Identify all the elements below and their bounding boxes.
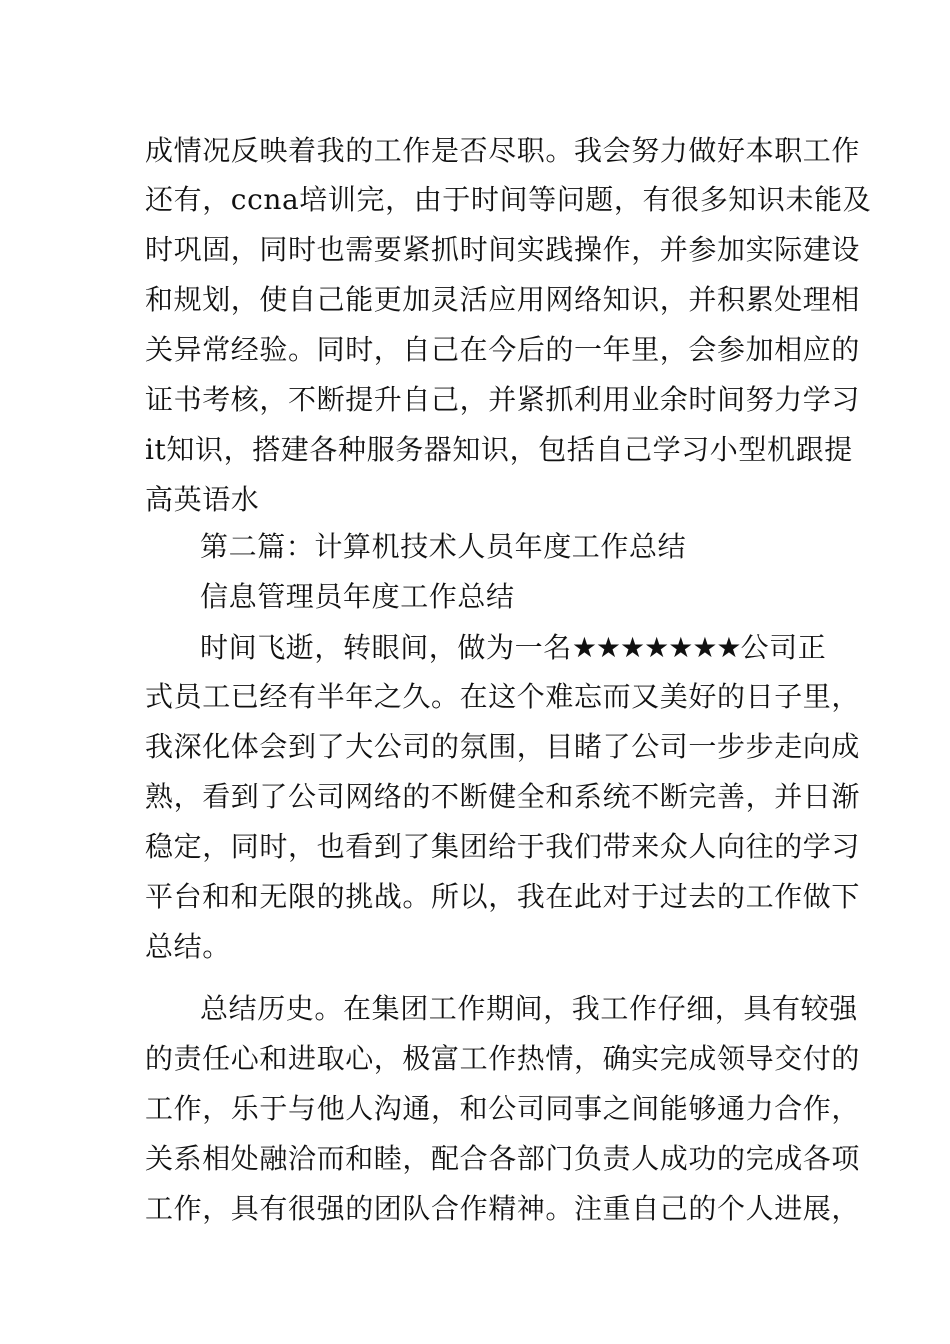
paragraph-line: 和规划，使自己能更加灵活应用网络知识，并积累处理相 — [145, 283, 861, 316]
paragraph-line: 高英语水 — [145, 483, 260, 516]
paragraph-first-line — [200, 628, 826, 668]
paragraph-line: 式员工已经有半年之久。在这个难忘而又美好的日子里， — [145, 680, 861, 713]
paragraph-line: 时巩固，同时也需要紧抓时间实践操作，并参加实际建设 — [145, 233, 861, 266]
paragraph-line: 关异常经验。同时，自己在今后的一年里，会参加相应的 — [145, 333, 861, 366]
paragraph-line: 熟，看到了公司网络的不断健全和系统不断完善，并日渐 — [145, 780, 861, 813]
paragraph-line: 关系相处融洽而和睦，配合各部门负责人成功的完成各项 — [145, 1142, 861, 1175]
paragraph-line: it知识，搭建各种服务器知识，包括自己学习小型机跟提 — [145, 433, 853, 466]
redacted-stars: ★★★★★★★ — [571, 631, 741, 664]
paragraph-line: 还有，ccna培训完，由于时间等问题，有很多知识未能及 — [145, 183, 872, 216]
paragraph-line: 成情况反映着我的工作是否尽职。我会努力做好本职工作 — [145, 134, 861, 167]
paragraph-line: 总结。 — [145, 930, 231, 963]
paragraph-line: 我深化体会到了大公司的氛围，目睹了公司一步步走向成 — [145, 730, 861, 763]
paragraph-line: 工作，乐于与他人沟通，和公司同事之间能够通力合作， — [145, 1092, 861, 1125]
paragraph-text: 公司正 — [740, 631, 827, 664]
section-subheading: 信息管理员年度工作总结 — [200, 580, 515, 613]
paragraph-text: 时间飞逝，转眼间，做为一名 — [200, 631, 572, 664]
paragraph-line: 工作，具有很强的团队合作精神。注重自己的个人进展， — [145, 1192, 861, 1225]
paragraph-line: 平台和和无限的挑战。所以，我在此对于过去的工作做下 — [145, 880, 861, 913]
paragraph-line: 证书考核，不断提升自己，并紧抓利用业余时间努力学习 — [145, 383, 861, 416]
paragraph-line: 稳定，同时，也看到了集团给于我们带来众人向往的学习 — [145, 830, 861, 863]
paragraph-line: 的责任心和进取心，极富工作热情，确实完成领导交付的 — [145, 1042, 861, 1075]
section-heading: 第二篇：计算机技术人员年度工作总结 — [200, 530, 687, 563]
paragraph-first-line: 总结历史。在集团工作期间，我工作仔细，具有较强 — [200, 992, 858, 1025]
